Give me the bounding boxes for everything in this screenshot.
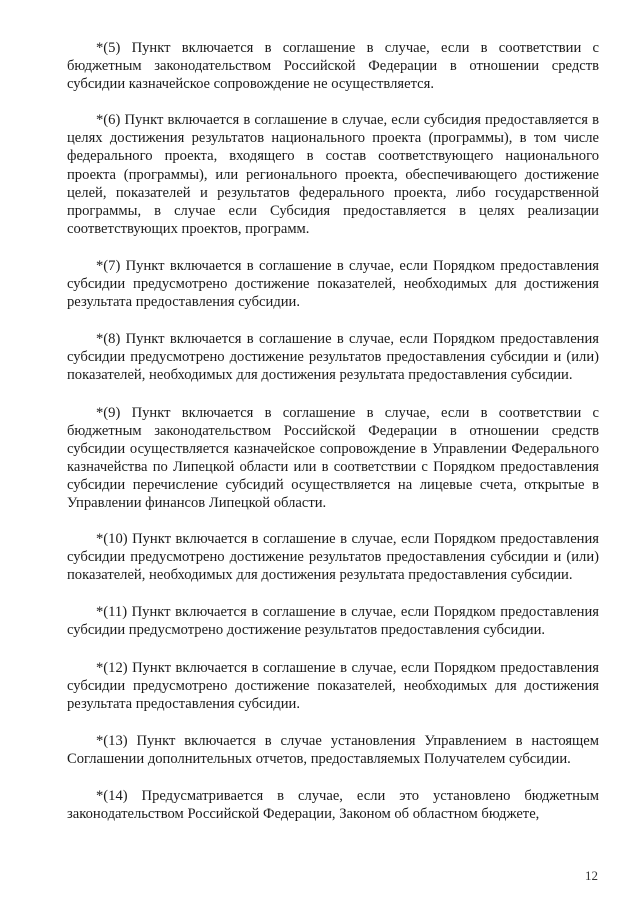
footnote-6: *(6) Пункт включается в соглашение в случае, если субсидия предоставляется в целях достижения результатов национального проекта (программы), в том числе федерального проекта, входящего в состав соответствующего национального проекта (программы), или регионального проекта, обеспечивающего достижение целей, показателей и результатов федерального проекта, либо государственной программы, в случае если Субсидия предоставляется в целях реализации соответствующих проектов, программ. <box>67 112 599 237</box>
page-number: 12 <box>585 868 598 883</box>
footnote-10: *(10) Пункт включается в соглашение в случае, если Порядком предоставления субсидии предусмотрено достижение результатов предоставления субсидии и (или) показателей, необходимых для достижения результата предоставления субсидии. <box>67 531 599 584</box>
footnote-8: *(8) Пункт включается в соглашение в случае, если Порядком предоставления субсидии предусмотрено достижение результатов предоставления субсидии и (или) показателей, необходимых для достижения результата предоставления субсидии. <box>67 331 599 384</box>
footnote-12: *(12) Пункт включается в соглашение в случае, если Порядком предоставления субсидии предусмотрено достижение показателей, необходимых для достижения результата предоставления субсидии. <box>67 659 599 712</box>
footnotes-block <box>67 39 599 823</box>
footnote-13: *(13) Пункт включается в случае установления Управлением в настоящем Соглашении дополнительных отчетов, предоставляемых Получателем субсидии. <box>67 732 599 767</box>
footnote-7: *(7) Пункт включается в соглашение в случае, если Порядком предоставления субсидии предусмотрено достижение показателей, необходимых для достижения результата предоставления субсидии. <box>67 257 599 311</box>
footnote-5: *(5) Пункт включается в соглашение в случае, если в соответствии с бюджетным законодательством Российской Федерации в отношении средств субсидии казначейское сопровождение не осуществляется. <box>67 40 599 93</box>
footnote-9: *(9) Пункт включается в соглашение в случае, если в соответствии с бюджетным законодательством Российской Федерации в отношении средств субсидии осуществляется казначейское сопровождение в Управлении Федерального казначейства по Липецкой области или в соответствии с Порядком предоставления субсидии перечисление субсидий осуществляется на лицевые счета, открытые в Управлении финансов Липецкой области. <box>67 404 599 511</box>
footnote-14: *(14) Предусматривается в случае, если это установлено бюджетным законодательством Российской Федерации, Законом об областном бюджете, <box>67 788 599 823</box>
footnote-11: *(11) Пункт включается в соглашение в случае, если Порядком предоставления субсидии предусмотрено достижение результатов предоставления субсидии. <box>67 604 599 639</box>
